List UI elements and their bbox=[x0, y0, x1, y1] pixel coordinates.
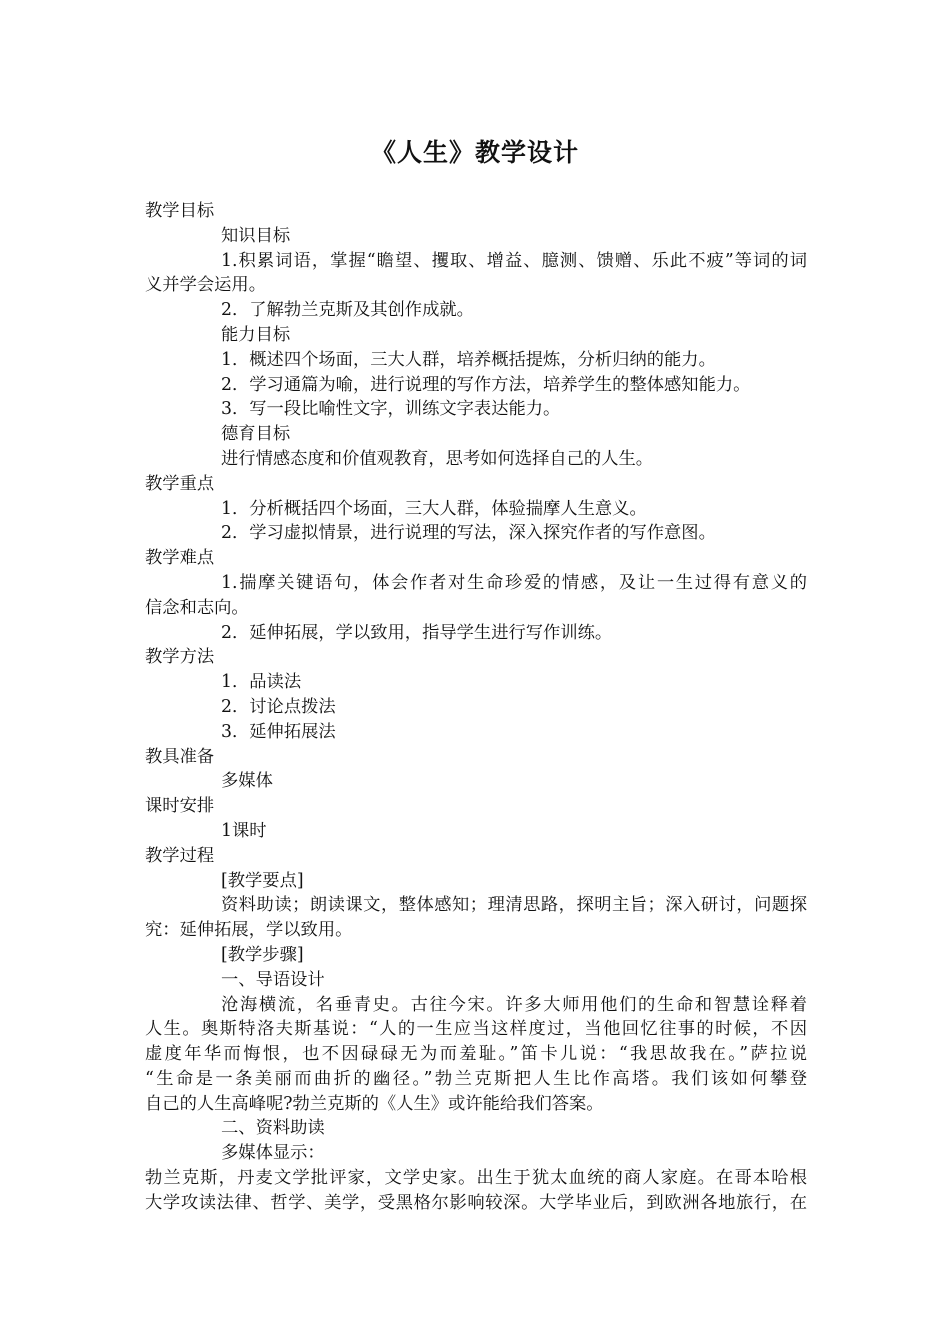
text-line: 教学过程 bbox=[145, 845, 215, 866]
indented-text-line: 1.揣摩关键语句，体会作者对生命珍爱的情感，及让一生过得有意义的 bbox=[221, 572, 807, 593]
indented-text-line: 2．了解勃兰克斯及其创作成就。 bbox=[221, 300, 474, 321]
indented-text-line: 2．学习虚拟情景，进行说理的写法，深入探究作者的写作意图。 bbox=[221, 523, 716, 544]
text-line: 义并学会运用。 bbox=[145, 275, 266, 296]
text-line: 究：延伸拓展，学以致用。 bbox=[145, 920, 353, 941]
text-line: 人生。奥斯特洛夫斯基说：“人的一生应当这样度过，当他回忆往事的时候，不因 bbox=[145, 1019, 807, 1040]
indented-text-line: 3．写一段比喻性文字，训练文字表达能力。 bbox=[221, 399, 561, 420]
indented-text-line: 1．概述四个场面，三大人群，培养概括提炼，分析归纳的能力。 bbox=[221, 349, 716, 370]
indented-text-line: 2．讨论点拨法 bbox=[221, 696, 336, 717]
indented-text-line: 能力目标 bbox=[221, 324, 291, 345]
document-title: 《人生》教学设计 bbox=[370, 138, 579, 167]
indented-text-line: 资料助读；朗读课文，整体感知；理清思路，探明主旨；深入研讨，问题探 bbox=[221, 895, 807, 916]
indented-text-line: 2．延伸拓展，学以致用，指导学生进行写作训练。 bbox=[221, 622, 613, 643]
indented-text-line: 德育目标 bbox=[221, 424, 291, 445]
text-line: 虚度年华而悔恨，也不因碌碌无为而羞耻。”笛卡儿说：“我思故我在。”萨拉说 bbox=[145, 1044, 807, 1065]
indented-text-line: 2．学习通篇为喻，进行说理的写作方法，培养学生的整体感知能力。 bbox=[221, 374, 751, 395]
text-line: 信念和志向。 bbox=[145, 597, 249, 618]
text-line: 勃兰克斯，丹麦文学批评家，文学史家。出生于犹太血统的商人家庭。在哥本哈根 bbox=[145, 1168, 807, 1189]
text-line: “生命是一条美丽而曲折的幽径。”勃兰克斯把人生比作高塔。我们该如何攀登 bbox=[145, 1068, 807, 1089]
text-line: 教学目标 bbox=[145, 201, 215, 221]
indented-text-line: 进行情感态度和价值观教育，思考如何选择自己的人生。 bbox=[221, 448, 654, 469]
indented-text-line: 知识目标 bbox=[221, 225, 291, 246]
indented-text-line: 一、导语设计 bbox=[221, 969, 325, 990]
text-line: 教学重点 bbox=[145, 473, 215, 494]
indented-text-line: [教学要点] bbox=[221, 870, 304, 891]
indented-text-line: 多媒体 bbox=[221, 771, 273, 792]
text-line: 自己的人生高峰呢?勃兰克斯的《人生》或许能给我们答案。 bbox=[145, 1093, 604, 1114]
indented-text-line: 1．品读法 bbox=[221, 672, 302, 693]
indented-text-line: 1．分析概括四个场面，三大人群，体验揣摩人生意义。 bbox=[221, 498, 647, 519]
text-line: 教学方法 bbox=[145, 647, 215, 668]
document-body bbox=[145, 199, 807, 1216]
indented-text-line: 3．延伸拓展法 bbox=[221, 721, 336, 742]
text-line: 教学难点 bbox=[145, 548, 215, 569]
indented-text-line: 多媒体显示： bbox=[221, 1143, 325, 1164]
indented-text-line: 1.积累词语，掌握“瞻望、攫取、增益、臆测、馈赠、乐此不疲”等词的词 bbox=[221, 250, 807, 271]
indented-text-line: [教学步骤] bbox=[221, 944, 304, 965]
indented-text-line: 沧海横流，名垂青史。古往今宋。许多大师用他们的生命和智慧诠释着 bbox=[221, 994, 807, 1015]
text-line: 教具准备 bbox=[145, 746, 215, 767]
indented-text-line: 1课时 bbox=[221, 820, 267, 841]
text-line: 大学攻读法律、哲学、美学，受黑格尔影响较深。大学毕业后，到欧洲各地旅行，在 bbox=[145, 1192, 807, 1213]
text-line: 课时安排 bbox=[145, 796, 215, 817]
indented-text-line: 二、资料助读 bbox=[221, 1118, 325, 1139]
